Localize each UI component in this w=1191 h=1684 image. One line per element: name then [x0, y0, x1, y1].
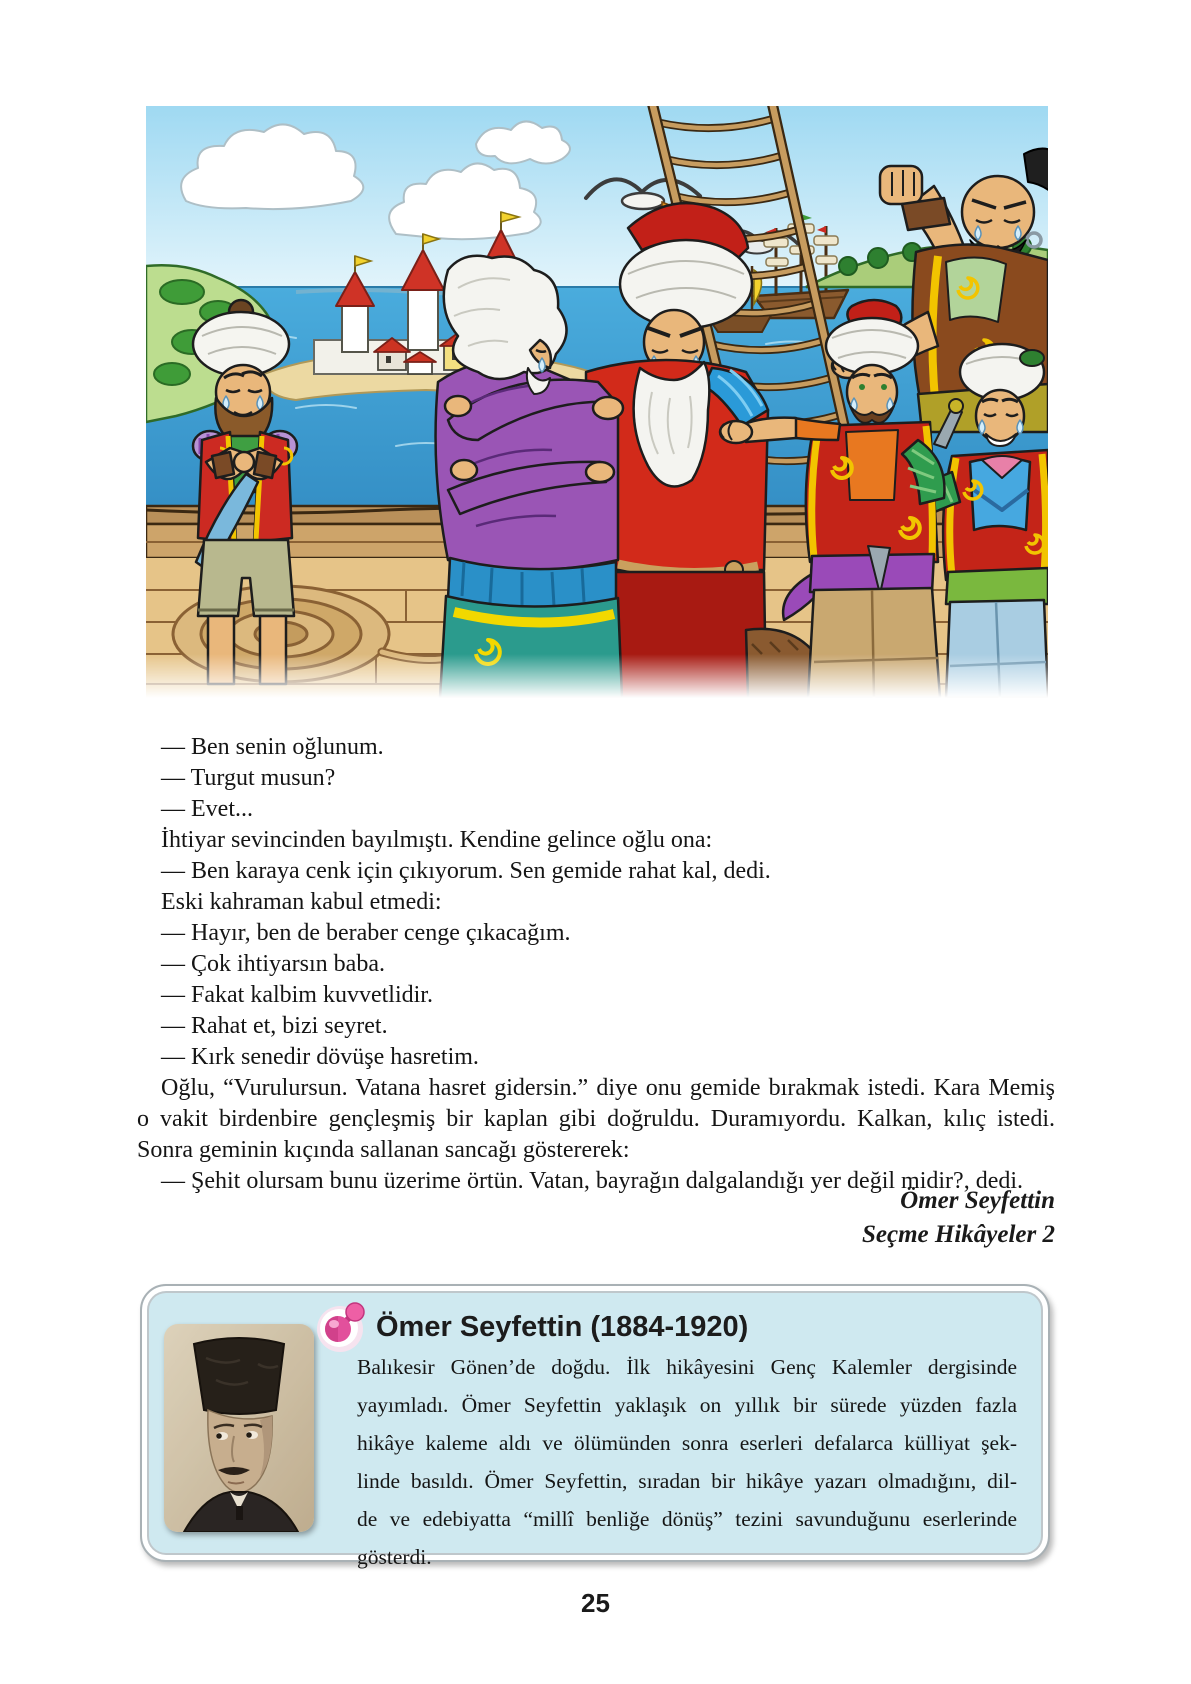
story-illustration: [146, 106, 1048, 698]
pushpin-icon: [314, 1300, 368, 1354]
ship-reunion-scene: [146, 106, 1048, 698]
dialogue-line: — Çok ihtiyarsın baba.: [161, 951, 385, 977]
dialogue-line: — Evet...: [161, 796, 253, 822]
narration-line: İhtiyar sevincinden bayılmıştı. Kendine gelince oğlu ona:: [161, 827, 713, 853]
bio-line: Balıkesir Gönen’de doğdu. İlk hikâyesini Genç Kalemler dergisinde: [357, 1355, 1017, 1379]
son-hand: [451, 460, 477, 480]
dialogue-line: — Ben karaya cenk için çıkıyorum. Sen gemide rahat kal, dedi.: [161, 858, 771, 884]
narration-line: o vakit birdenbire gençleşmiş bir kaplan gibi doğruldu. Duramıyordu. Kalkan, kılıç istedi.: [137, 1106, 1055, 1132]
dialogue-line: — Rahat et, bizi seyret.: [161, 1013, 388, 1039]
bio-line: yayımladı. Ömer Seyfettin yaklaşık on yıllık bir sürede yüzden fazla: [357, 1393, 1017, 1417]
dialogue-line: — Şehit olursam bunu üzerime örtün. Vatan, bayrağın dalgalandığı yer değil midir?, dedi.: [161, 1168, 1024, 1194]
bio-line: hikâye kaleme aldı ve ölümünden sonra eserleri defalarca külliyat şek-: [357, 1431, 1017, 1455]
attribution-author: Ömer Seyfettin: [900, 1187, 1055, 1214]
bio-line: gösterdi.: [357, 1545, 432, 1569]
dialogue-line: — Kırk senedir dövüşe hasretim.: [161, 1044, 479, 1070]
dialogue-line: — Turgut musun?: [161, 765, 336, 791]
author-bio-box: [140, 1284, 1050, 1569]
bio-line: de ve edebiyatta “millî benliğe dönüş” tezini savunduğunu eserlerinde: [357, 1507, 1017, 1531]
page-number: 25: [581, 1588, 610, 1618]
bio-title: Ömer Seyfettin (1884-1920): [376, 1310, 749, 1343]
bottom-fade: [146, 654, 1048, 698]
dialogue-line: — Fakat kalbim kuvvetlidir.: [161, 982, 433, 1008]
son-hand: [445, 396, 471, 416]
story-text: [137, 732, 1055, 1197]
dialogue-line: — Hayır, ben de beraber cenge çıkacağım.: [161, 920, 571, 946]
narration-line: Sonra geminin kıçında sallanan sancağı göstererek:: [137, 1137, 630, 1163]
dialogue-line: — Ben senin oğlunum.: [161, 734, 384, 760]
bio-text: [357, 1348, 1017, 1576]
bio-title-row: [314, 1300, 748, 1354]
attribution-source: Seçme Hikâyeler 2: [862, 1221, 1055, 1248]
narration-line: Oğlu, “Vurulursun. Vatana hasret gidersin.” diye onu gemide bırakmak istedi. Kara Memiş: [161, 1075, 1055, 1101]
author-portrait: [164, 1324, 314, 1532]
narration-line: Eski kahraman kabul etmedi:: [161, 889, 442, 915]
bio-line: linde basıldı. Ömer Seyfettin, sıradan bir hikâye yazarı olmadığını, dil-: [357, 1469, 1017, 1493]
attribution: [862, 1184, 1055, 1252]
